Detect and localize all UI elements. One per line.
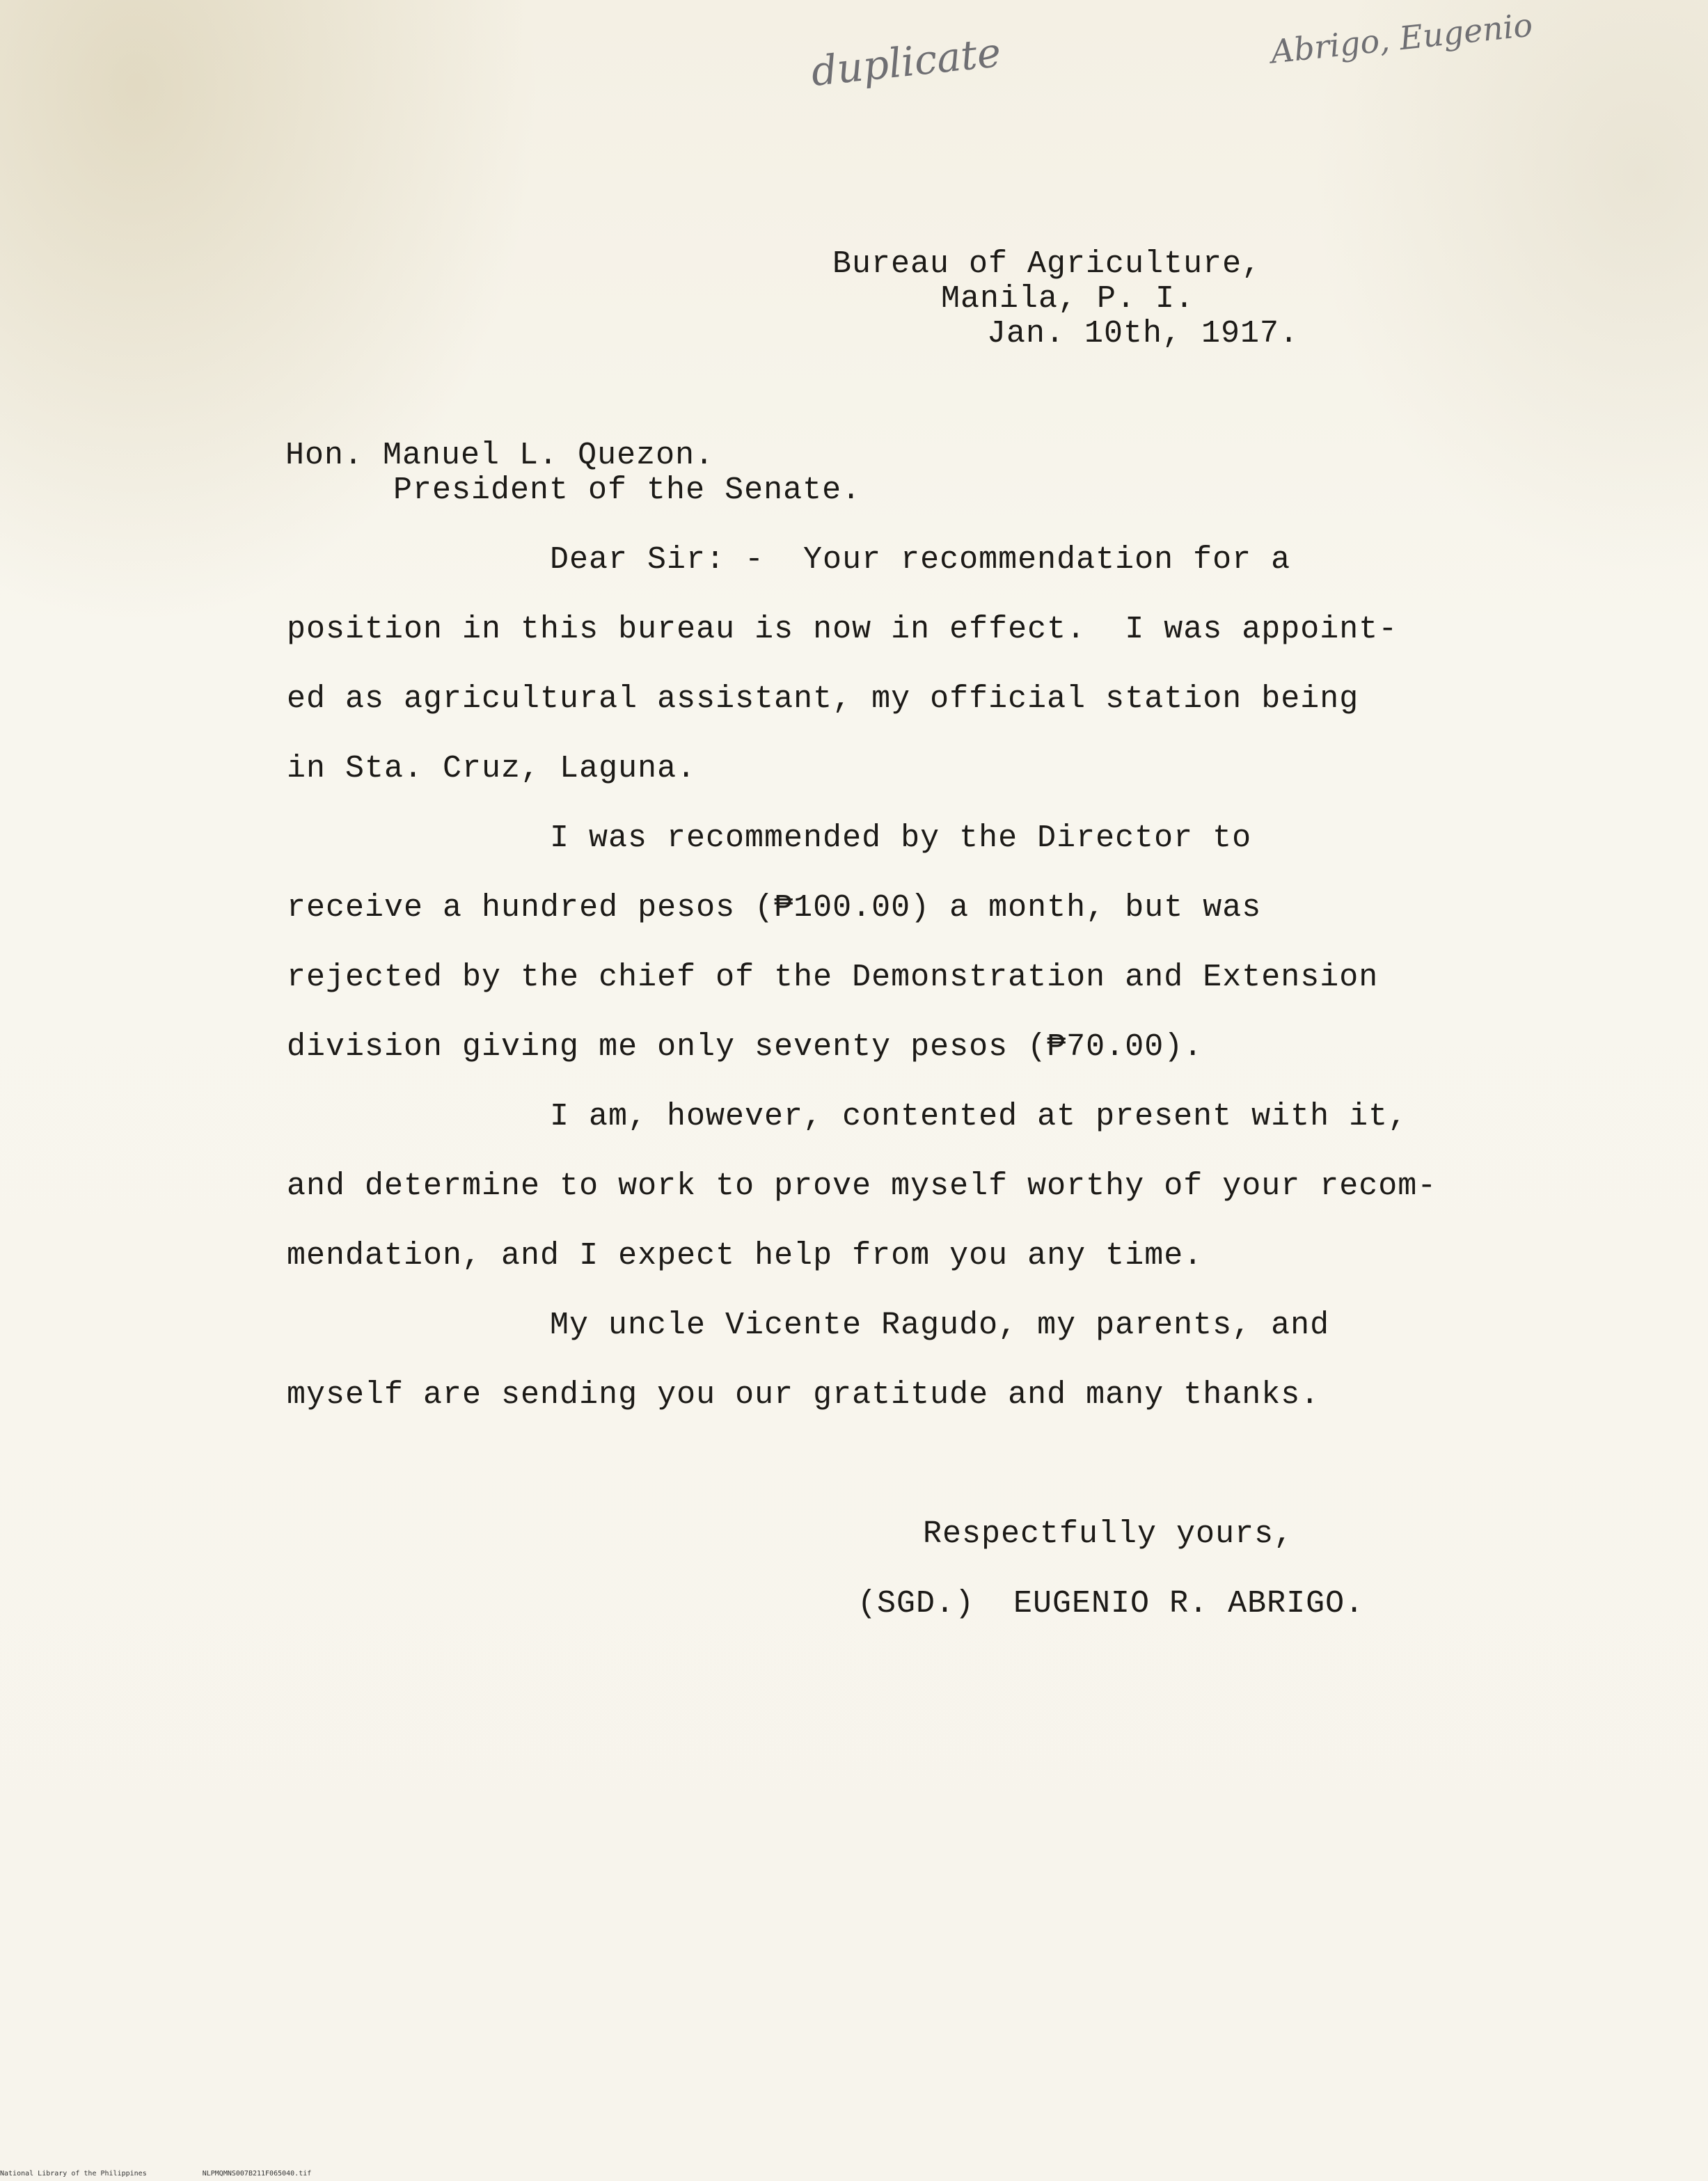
body-line: I am, however, contented at present with it, bbox=[550, 1099, 1408, 1134]
footer-filename: NLPMQMNS007B211F065040.tif bbox=[202, 2170, 312, 2178]
closing-salutation: Respectfully yours, bbox=[923, 1516, 1294, 1552]
addressee-name: Hon. Manuel L. Quezon. bbox=[285, 438, 715, 473]
body-line: position in this bureau is now in effect. I was appoint- bbox=[287, 612, 1398, 647]
scan-footer bbox=[0, 2170, 311, 2178]
body-line: Dear Sir: - Your recommendation for a bbox=[550, 542, 1291, 578]
signature-line: (SGD.) EUGENIO R. ABRIGO. bbox=[857, 1586, 1365, 1621]
letterhead-line-2: Manila, P. I. bbox=[941, 281, 1195, 317]
body-line: ed as agricultural assistant, my official station being bbox=[287, 681, 1359, 717]
body-line: in Sta. Cruz, Laguna. bbox=[287, 751, 697, 786]
handwritten-name-note: Abrigo, Eugenio bbox=[1269, 6, 1535, 71]
body-line: receive a hundred pesos (₱100.00) a month, but was bbox=[287, 890, 1262, 926]
letterhead-line-1: Bureau of Agriculture, bbox=[832, 246, 1262, 282]
handwritten-duplicate-note: duplicate bbox=[809, 28, 1004, 96]
body-line: rejected by the chief of the Demonstration and Extension bbox=[287, 960, 1379, 995]
addressee-title: President of the Senate. bbox=[393, 473, 862, 508]
body-line: mendation, and I expect help from you any time. bbox=[287, 1238, 1203, 1274]
body-line: and determine to work to prove myself worthy of your recom- bbox=[287, 1168, 1437, 1204]
letter-date: Jan. 10th, 1917. bbox=[987, 316, 1299, 351]
body-line: division giving me only seventy pesos (₱70.00). bbox=[287, 1029, 1203, 1065]
body-line: myself are sending you our gratitude and many thanks. bbox=[287, 1377, 1320, 1413]
footer-library: National Library of the Philippines bbox=[0, 2170, 147, 2178]
body-line: My uncle Vicente Ragudo, my parents, and bbox=[550, 1308, 1330, 1343]
body-line: I was recommended by the Director to bbox=[550, 820, 1252, 856]
